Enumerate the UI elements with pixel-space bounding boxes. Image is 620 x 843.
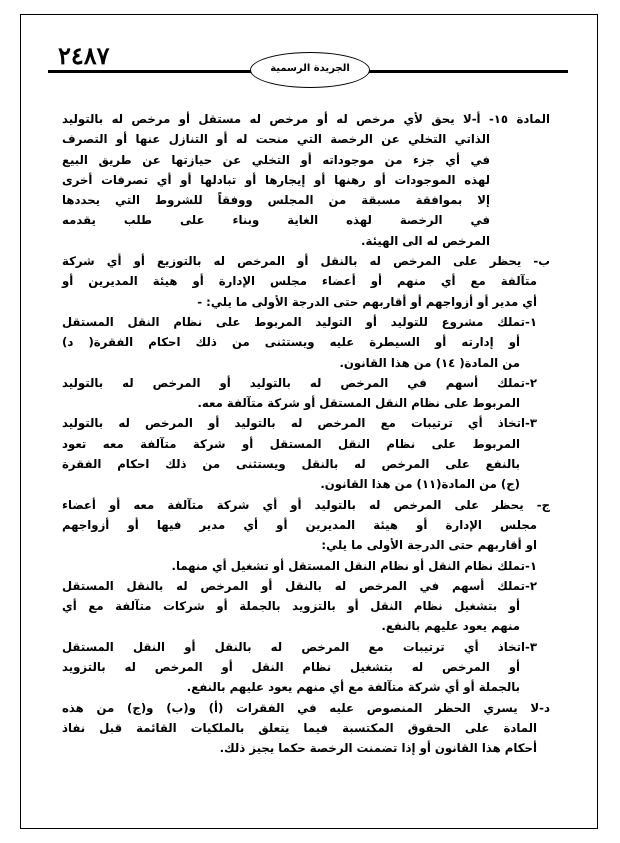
paragraph-b-line: ٢-تملك أسهم في المرخص له بالتوليد أو المرخص له بالتوليد: [62, 375, 537, 390]
paragraph-b-line: متآلفة مع أي منهم أو أعضاء مجلس الإدارة أو هيئة المديرين أو: [62, 274, 537, 289]
paragraph-c-line: ج- يحظر على المرخص له بالتوليد أو أي شركة متآلفة معه أو أعضاء: [62, 497, 550, 512]
paragraph-d-line: أحكام هذا القانون أو إذا تضمنت الرخصة حكما يجيز ذلك.: [219, 741, 537, 756]
article-15-body: [62, 109, 550, 759]
paragraph-c-line: ١-تملك نظام النقل أو نظام النقل المستقل أو تشغيل أي منهما.: [171, 558, 537, 573]
paragraph-b-line: ب- يحظر على المرخص له بالنقل أو المرخص له بالتوزيع أو أي شركة: [62, 254, 550, 269]
paragraph-c-line: بالجملة أو أي شركة متآلفة مع أي منهم يعود عليهم بالنفع.: [186, 680, 520, 695]
paragraph-b-line: المربوط على نظام النقل المستقل أو شركة متآلفة معه تعود: [62, 436, 520, 451]
paragraph-b-line: أي مدير أو أزواجهم أو أقاربهم حتى الدرجة الأولى ما يلي: -: [197, 294, 537, 309]
paragraph-c-line: او أقاربهم حتى الدرجة الأولى ما يلي:: [321, 538, 537, 553]
paragraph-b-line: أو إدارته أو السيطرة عليه ويستثنى من ذلك احكام الفقرة( د): [62, 335, 520, 350]
article-line: في أي جزء من موجوداته أو التخلي عن حيازتها عن طريق البيع: [62, 152, 490, 167]
paragraph-d-line: المادة على الحقوق المكتسبة فيما يتعلق بالملكيات القائمة قبل نفاذ: [62, 720, 537, 735]
paragraph-b-line: (ج) من المادة(١١) من هذا القانون.: [320, 477, 520, 492]
paragraph-b-line: المربوط على نظام النقل المستقل أو شركة متآلفة معه.: [197, 396, 520, 411]
paragraph-c-line: أو المرخص له بتشغيل نظام النقل أو المرخص له بالتزويد: [62, 660, 520, 675]
paragraph-c-line: ٢-تملك أسهم في المرخص له بالنقل أو المرخص له بالنقل المستقل: [62, 578, 537, 593]
paragraph-b-line: بالنفع على المرخص له بالنقل ويستثنى من ذلك احكام الفقرة: [62, 457, 520, 472]
page-number: ٢٤٨٧: [58, 41, 110, 70]
paragraph-b-line: من المادة( ١٤) من هذا القانون.: [339, 355, 520, 370]
article-line: المرخص له الى الهيئة.: [361, 233, 490, 248]
article-line: الذاتي التخلي عن الرخصة التي منحت له أو التنازل عنها أو التصرف: [62, 132, 490, 147]
paragraph-c-line: أو بتشغيل نظام النقل أو بالتزويد بالجملة أو شركات متآلفة مع أي: [62, 599, 520, 614]
paragraph-b-line: ٣-اتخاذ أي ترتيبات مع المرخص له بالتوليد أو المرخص له بالتوليد: [62, 416, 537, 431]
paragraph-c-line: منهم يعود عليهم بالنفع.: [381, 619, 520, 634]
article-line: إلا بموافقة مسبقة من المجلس ووفقاً للشروط التي يحددها: [62, 193, 490, 208]
article-line: المادة ١٥- أ-لا يحق لأي مرخص له أو مرخص له مستقل أو مرخص له بالتوليد: [62, 112, 550, 126]
paragraph-b-line: ١-تملك مشروع للتوليد أو التوليد المربوط على نظام النقل المستقل: [62, 314, 537, 329]
paragraph-c-line: ٣-اتخاذ أي ترتيبات مع المرخص له بالنقل أو النقل المستقل: [62, 639, 537, 654]
paragraph-c-line: مجلس الإدارة أو هيئة المديرين أو أي مدير فيها أو أزواجهم: [62, 517, 537, 532]
article-line: لهذه الموجودات أو رهنها أو إيجارها أو تبادلها أو أي تصرفات أخرى: [62, 172, 490, 187]
journal-title-oval: [250, 52, 370, 88]
paragraph-d-line: د-لا يسري الحظر المنصوص عليه في الفقرات (أ) و(ب) و(ج) من هذه: [62, 700, 550, 715]
journal-title: الجريدة الرسمية: [270, 62, 350, 74]
article-line: في الرخصة لهذه الغاية وبناء على طلب يقدمه: [62, 213, 490, 228]
